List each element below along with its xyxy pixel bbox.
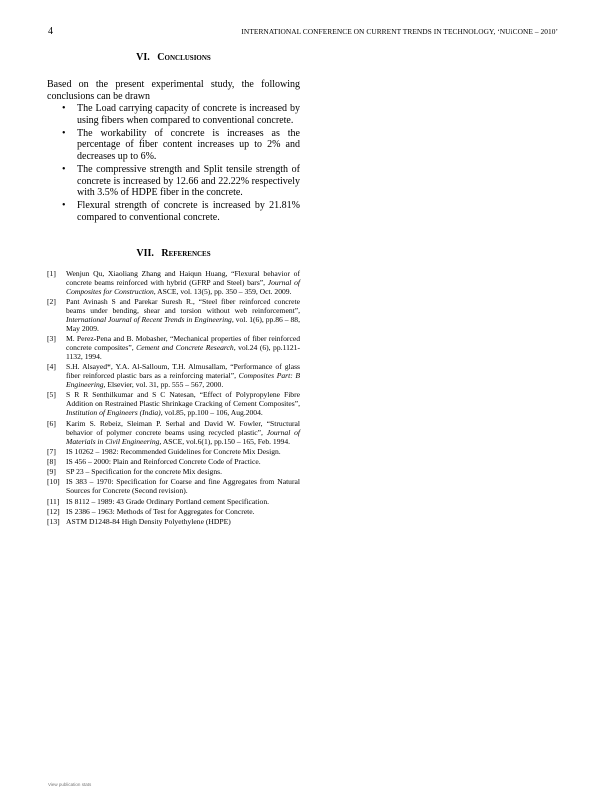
reference-details: , ASCE, vol. 13(5), pp. 350 – 359, Oct. 2009. — [153, 286, 292, 296]
reference-number: [6] — [47, 418, 56, 428]
reference-text: IS 383 – 1970: Specification for Coarse and fine Aggregates from Natural Sources for Concrete (Second revision). — [66, 477, 300, 496]
reference-text: M. Perez-Pena and B. Mobasher, “Mechanical properties of fiber reinforced concrete composites”, — [66, 334, 300, 352]
reference-text: ASTM D1248-84 High Density Polyethylene (HDPE) — [66, 516, 231, 526]
reference-item — [47, 447, 300, 456]
reference-details: , vol. 1(6), pp.86 – 88, May 2009. — [66, 314, 300, 333]
reference-text: IS 456 – 2000: Plain and Reinforced Concrete Code of Practice. — [66, 456, 261, 466]
reference-number: [3] — [47, 334, 56, 343]
reference-number: [10] — [47, 477, 60, 487]
reference-item — [47, 362, 300, 389]
conclusion-text: The workability of concrete is increases as the percentage of fiber content increases up to 2% and decreases up to 6%. — [77, 127, 300, 163]
references-title: References — [161, 247, 211, 259]
conclusions-numeral: VI. — [136, 52, 150, 63]
reference-number: [2] — [47, 296, 56, 306]
reference-item — [47, 457, 300, 466]
reference-item — [47, 477, 300, 495]
conclusions-list — [47, 103, 300, 223]
conclusions-heading — [47, 52, 300, 63]
page-number: 4 — [48, 26, 53, 37]
reference-text: S R R Senthilkumar and S C Natesan, “Effect of Polypropylene Fibre Addition on Restrained Plastic Shrinkage Cracking of Cement Composites”, — [66, 390, 300, 409]
conclusion-text: Flexural strength of concrete is increased by 21.81% compared to conventional concrete. — [77, 200, 300, 224]
reference-venue: Journal of Materials in Civil Engineering — [66, 427, 300, 446]
conclusions-intro: Based on the present experimental study, the following conclusions can be drawn — [47, 79, 300, 102]
reference-item — [47, 390, 300, 417]
reference-item — [47, 507, 300, 516]
reference-text: IS 8112 – 1989: 43 Grade Ordinary Portland cement Specification. — [66, 496, 270, 506]
references-heading — [47, 248, 300, 259]
reference-number: [9] — [47, 467, 56, 477]
conclusion-item — [47, 103, 300, 126]
reference-number: [13] — [47, 516, 60, 526]
reference-details: , vol.24 (6), pp.1121-1132, 1994. — [66, 343, 300, 361]
reference-venue: Cement and Concrete Research — [136, 343, 234, 352]
reference-item — [47, 517, 300, 526]
running-header: INTERNATIONAL CONFERENCE ON CURRENT TRENDS IN TECHNOLOGY, ‘NUiCONE – 2010’ — [241, 27, 558, 36]
reference-text: Karim S. Rebeiz, Sleiman P. Serhal and David W. Fowler, “Structural behavior of polymer concrete beams using recycled plastic”, — [66, 418, 300, 437]
reference-details: , vol.85, pp.100 – 106, Aug.2004. — [160, 408, 263, 418]
reference-text: IS 2386 – 1963: Methods of Test for Aggregates for Concrete. — [66, 506, 255, 516]
reference-text: Wenjun Qu, Xiaoliang Zhang and Haiqun Huang, “Flexural behavior of concrete beams reinforced with hybrid (GFRP and Steel) bars”, — [66, 268, 300, 287]
bullet-icon: • — [62, 200, 66, 212]
reference-number: [5] — [47, 390, 56, 400]
references-numeral: VII. — [136, 247, 154, 259]
reference-text: SP 23 – Specification for the concrete Mix designs. — [66, 467, 222, 477]
main-column — [47, 52, 300, 527]
bullet-icon: • — [62, 164, 66, 176]
reference-number: [11] — [47, 496, 60, 506]
conclusion-item — [47, 200, 300, 223]
reference-venue: Composites Part: B Engineering — [66, 371, 300, 390]
reference-number: [12] — [47, 506, 60, 516]
reference-item — [47, 297, 300, 333]
bullet-icon: • — [62, 127, 66, 139]
references-list — [47, 269, 300, 526]
reference-text: S.H. Alsayed*, Y.A. Al-Salloum, T.H. Almusallam, “Performance of glass fiber reinforced plastic bars as a reinforcing material”, — [66, 362, 300, 381]
reference-item — [47, 334, 300, 361]
reference-number: [8] — [47, 456, 56, 466]
reference-number: [4] — [47, 362, 56, 372]
reference-venue: Journal of Composites for Construction — [66, 277, 300, 296]
conclusion-text: The compressive strength and Split tensile strength of concrete is increased by 12.66 and 22.22% respectively with 3.5% of HDPE fiber in the concrete. — [77, 164, 300, 199]
conclusion-item — [47, 128, 300, 163]
conclusion-item — [47, 164, 300, 199]
reference-text: IS 10262 – 1982: Recommended Guidelines for Concrete Mix Design. — [66, 446, 281, 456]
reference-number: [1] — [47, 268, 56, 278]
reference-details: , Elsevier, vol. 31, pp. 555 – 567, 2000. — [103, 380, 224, 390]
reference-details: , ASCE, vol.6(1), pp.150 – 165, Feb. 1994. — [159, 436, 291, 446]
reference-item — [47, 497, 300, 506]
reference-venue: International Journal of Recent Trends in Engineering — [66, 314, 232, 324]
reference-number: [7] — [47, 446, 56, 456]
bullet-icon: • — [62, 103, 66, 115]
conclusion-text: The Load carrying capacity of concrete is increased by using fibers when compared to conventional concrete. — [77, 103, 300, 126]
reference-venue: Institution of Engineers (India) — [66, 408, 161, 418]
reference-item — [47, 269, 300, 296]
reference-item — [47, 467, 300, 476]
conclusions-title: Conclusions — [157, 52, 211, 63]
reference-item — [47, 419, 300, 446]
view-publication-stats-link[interactable]: View publication stats — [48, 782, 92, 787]
reference-text: Pant Avinash S and Parekar Suresh R., “Steel fiber reinforced concrete beams under bending, shear and torsion without web reinforcement”, — [66, 296, 300, 315]
